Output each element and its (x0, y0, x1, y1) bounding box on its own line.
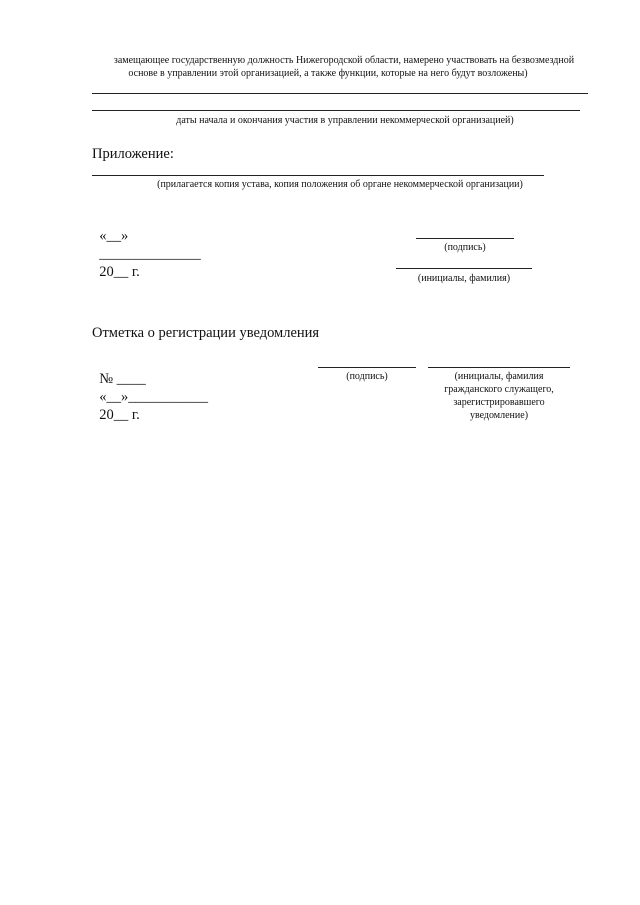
signature-caption: (подпись) (444, 242, 486, 253)
registration-day: «__» (99, 389, 129, 405)
blank-line-2 (92, 110, 580, 111)
initials-blank-line (396, 268, 532, 269)
registrar-blank-line (428, 367, 570, 368)
registration-signature-caption: (подпись) (346, 371, 388, 382)
intro-text-line-2: основе в управлении этой организацией, а также функции, которые на него будут возложены) (128, 68, 528, 79)
date-month-blank: ______________ (99, 246, 201, 262)
registrar-caption-line-3: зарегистрировавшего (453, 397, 545, 408)
registration-year: 20__ г. (99, 407, 140, 423)
registration-number-line (92, 352, 208, 424)
registrar-caption-line-1: (инициалы, фамилия (454, 371, 544, 382)
attachment-caption: (прилагается копия устава, копия положения об органе некоммерческой организации) (157, 179, 523, 190)
registration-number: № ____ (99, 371, 146, 387)
registration-month-blank: ___________ (128, 389, 208, 405)
date-year: 20__ г. (99, 264, 140, 280)
participation-dates-caption: даты начала и окончания участия в управлении некоммерческой организацией) (176, 115, 514, 126)
attachment-blank-line (92, 175, 544, 176)
date-day: «__» (99, 228, 129, 244)
intro-text-line-1: замещающее государственную должность Нижегородской области, намерено участвовать на безвозмездной (113, 55, 575, 66)
registration-heading: Отметка о регистрации уведомления (92, 325, 320, 341)
registrar-caption-line-4: уведомление) (469, 410, 529, 421)
signature-blank-line (416, 238, 514, 239)
initials-caption: (инициалы, фамилия) (417, 273, 511, 284)
registrar-caption (428, 370, 570, 422)
registration-signature-blank (318, 367, 416, 368)
blank-line-1 (92, 93, 588, 94)
attachment-heading: Приложение: (92, 146, 174, 162)
date-line (92, 209, 201, 281)
registrar-caption-line-2: гражданского служащего, (444, 384, 554, 395)
